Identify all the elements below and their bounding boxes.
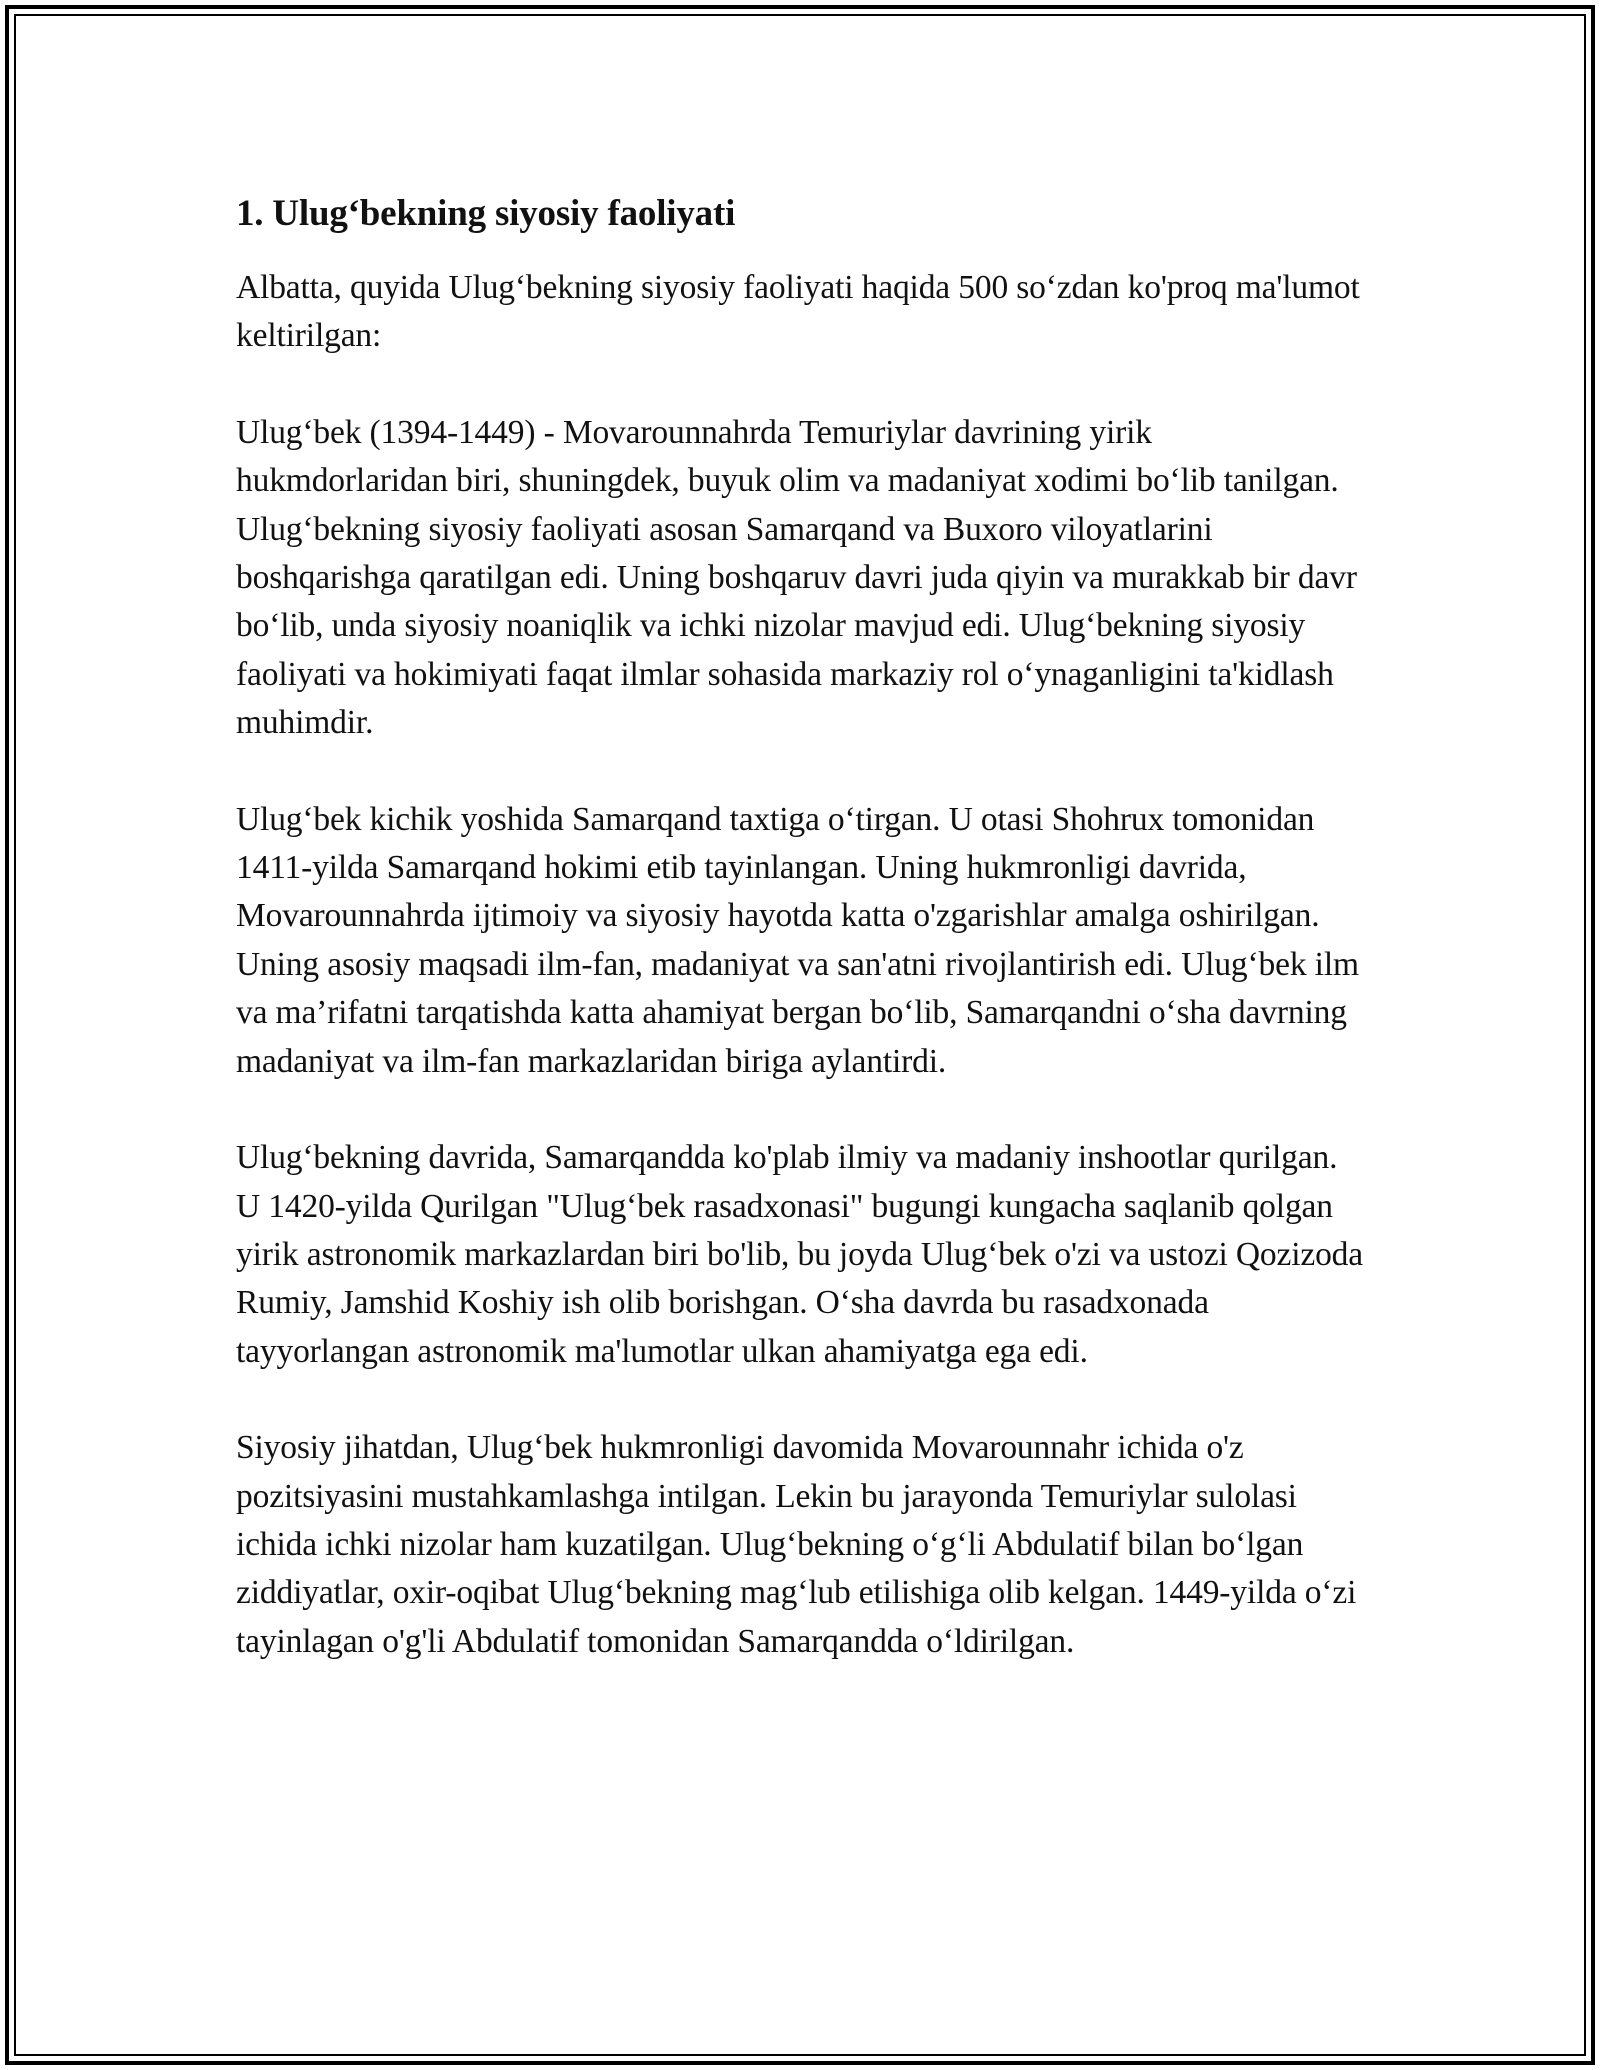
paragraph-political-conflict: Siyosiy jihatdan, Ulug‘bek hukmronligi davomida Movarounnahr ichida o'z pozitsiyasini mustahkamlashga intilgan. Lekin bu jarayonda Temuriylar sulolasi ichida ichki nizolar ham kuzatilgan. Ulug‘bekning o‘g‘li Abdulatif bilan bo‘lgan ziddiyatlar, oxir-oqibat Ulug‘bekning mag‘lub etilishiga olib kelgan. 1449-yilda o‘zi tayinlagan o'g'li Abdulatif tomonidan Samarqandda o‘ldirilgan. xyxy=(236,1429,1357,1660)
paragraph-early-reign: Ulug‘bek kichik yoshida Samarqand taxtiga o‘tirgan. U otasi Shohrux tomonidan 1411-yilda Samarqand hokimi etib tayinlangan. Uning hukmronligi davrida, Movarounnahrda ijtimoiy va siyosiy hayotda katta o'zgarishlar amalga oshirilgan. Uning asosiy maqsadi ilm-fan, madaniyat va san'atni rivojlantirish edi. Ulug‘bek ilm va ma’rifatni tarqatishda katta ahamiyat bergan bo‘lib, Samarqandni o‘sha davrning madaniyat va ilm-fan markazlaridan biriga aylantirdi. xyxy=(236,800,1359,1080)
intro-paragraph: Albatta, quyida Ulug‘bekning siyosiy faoliyati haqida 500 so‘zdan ko'proq ma'lumot keltirilgan: xyxy=(236,269,1360,355)
section-heading: 1. Ulug‘bekning siyosiy faoliyati xyxy=(236,193,736,234)
paragraph-overview: Ulug‘bek (1394-1449) - Movarounnahrda Temuriylar davrining yirik hukmdorlaridan biri, shuningdek, buyuk olim va madaniyat xodimi bo‘lib tanilgan. Ulug‘bekning siyosiy faoliyati asosan Samarqand va Buxoro viloyatlarini boshqarishga qaratilgan edi. Uning boshqaruv davri juda qiyin va murakkab bir davr bo‘lib, unda siyosiy noaniqlik va ichki nizolar mavjud edi. Ulug‘bekning siyosiy faoliyati va hokimiyati faqat ilmlar sohasida markaziy rol o‘ynaganligini ta'kidlash muhimdir. xyxy=(236,413,1357,742)
document-body xyxy=(236,186,1366,1666)
paragraph-observatory: Ulug‘bekning davrida, Samarqandda ko'plab ilmiy va madaniy inshootlar qurilgan. U 1420-yilda Qurilgan "Ulug‘bek rasadxonasi" bugungi kungacha saqlanib qolgan yirik astronomik markazlardan biri bo'lib, bu joyda Ulug‘bek o'zi va ustozi Qozizoda Rumiy, Jamshid Koshiy ish olib borishgan. O‘sha davrda bu rasadxonada tayyorlangan astronomik ma'lumotlar ulkan ahamiyatga ega edi. xyxy=(236,1139,1364,1370)
